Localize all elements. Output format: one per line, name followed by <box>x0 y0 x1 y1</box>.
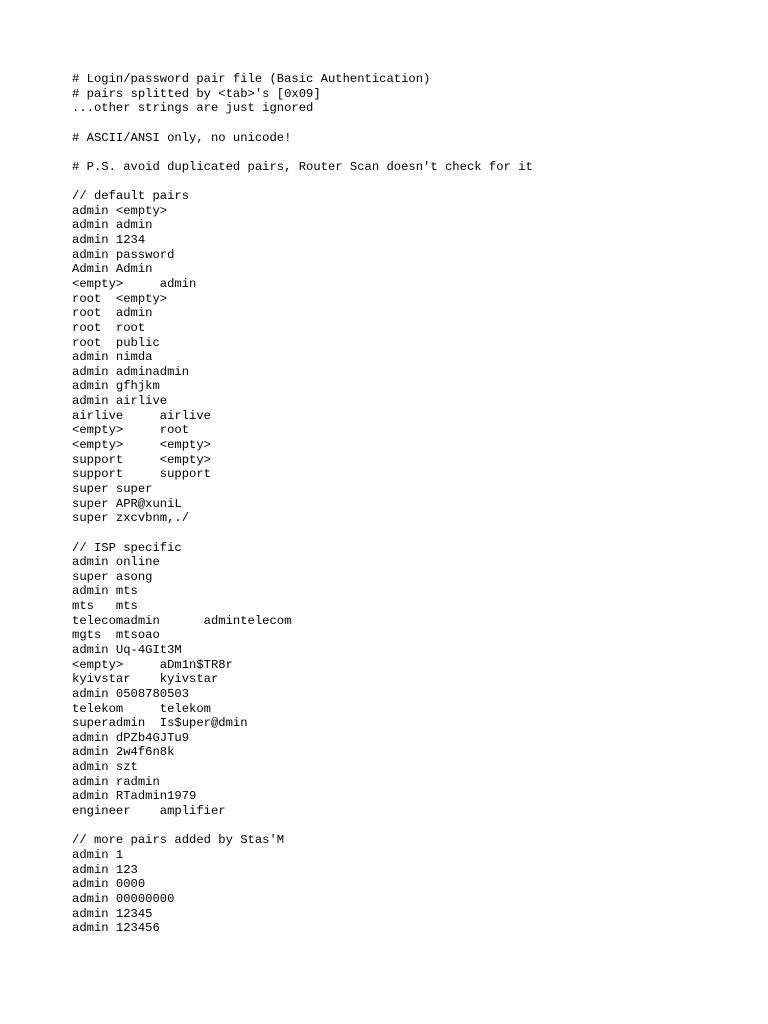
section-heading: // more pairs added by Stas'M <box>72 833 285 848</box>
credential-pair-line: admin Uq-4GIt3M <box>72 642 182 657</box>
credential-pair-line: root public <box>72 335 160 350</box>
blank-line <box>72 116 752 131</box>
credential-pair-line: super asong <box>72 569 153 584</box>
credential-pair-line: mgts mtsoao <box>72 628 160 643</box>
credential-pair-line: mts mts <box>72 599 138 614</box>
credential-pair-line: root admin <box>72 306 153 321</box>
credential-pair-line: <empty> root <box>72 423 190 438</box>
credential-pair-line: engineer amplifier <box>72 804 226 819</box>
blank-line <box>72 526 752 541</box>
section-heading: // ISP specific <box>72 540 182 555</box>
credential-pair-line: admin radmin <box>72 774 160 789</box>
credential-pair-line: telekom telekom <box>72 701 211 716</box>
credential-pair-line: superadmin Is$uper@dmin <box>72 716 248 731</box>
credential-pair-line: admin 0508780503 <box>72 686 190 701</box>
credential-pair-line: admin 2w4f6n8k <box>72 745 175 760</box>
credential-pair-line: admin nimda <box>72 350 153 365</box>
credential-pair-line: admin 00000000 <box>72 891 175 906</box>
credential-pair-line: <empty> aDm1n$TR8r <box>72 657 233 672</box>
credential-pair-line: root <empty> <box>72 291 168 306</box>
credential-pair-line: root root <box>72 320 146 335</box>
credential-pair-line: admin password <box>72 247 175 262</box>
credential-pair-line: admin mts <box>72 584 138 599</box>
comment-line: # P.S. avoid duplicated pairs, Router Scan doesn't check for it <box>72 159 533 174</box>
credential-pair-line: Admin Admin <box>72 262 153 277</box>
credential-pair-line: kyivstar kyivstar <box>72 672 219 687</box>
credential-pair-line: support <empty> <box>72 452 211 467</box>
credential-pair-line: admin 123 <box>72 862 138 877</box>
credential-pair-line: super APR@xuniL <box>72 496 182 511</box>
credential-pair-line: admin online <box>72 555 160 570</box>
credential-pair-line: admin dPZb4GJTu9 <box>72 730 190 745</box>
credential-pair-line: admin 123456 <box>72 921 160 936</box>
credential-pair-line: admin RTadmin1979 <box>72 789 197 804</box>
comment-line: # pairs splitted by <tab>'s [0x09] <box>72 86 321 101</box>
credential-pair-line: admin 1 <box>72 847 124 862</box>
credential-pair-line: support support <box>72 467 211 482</box>
credential-pair-line: admin adminadmin <box>72 364 190 379</box>
credential-pair-line: admin admin <box>72 218 153 233</box>
credential-pair-line: admin 1234 <box>72 233 146 248</box>
credential-pair-line: admin airlive <box>72 394 168 409</box>
credential-pair-line: ...other strings are just ignored <box>72 101 314 116</box>
credential-pair-line: super zxcvbnm,./ <box>72 511 190 526</box>
credential-pair-line: admin szt <box>72 760 138 775</box>
blank-line <box>72 174 752 189</box>
credential-pair-line: airlive airlive <box>72 408 211 423</box>
credential-pair-line: super super <box>72 481 153 496</box>
credential-pair-line: admin 0000 <box>72 877 146 892</box>
credential-pair-line: admin gfhjkm <box>72 379 160 394</box>
comment-line: # ASCII/ANSI only, no unicode! <box>72 130 292 145</box>
credential-pair-line: <empty> <empty> <box>72 438 211 453</box>
blank-line <box>72 819 752 834</box>
comment-line: # Login/password pair file (Basic Authentication) <box>72 72 431 86</box>
section-heading: // default pairs <box>72 189 190 204</box>
blank-line <box>72 145 752 160</box>
credential-pair-line: <empty> admin <box>72 276 197 291</box>
credential-pair-line: admin 12345 <box>72 906 153 921</box>
credential-pair-line: telecomadmin admintelecom <box>72 613 292 628</box>
document-page <box>72 72 752 936</box>
credential-pair-line: admin <empty> <box>72 203 168 218</box>
